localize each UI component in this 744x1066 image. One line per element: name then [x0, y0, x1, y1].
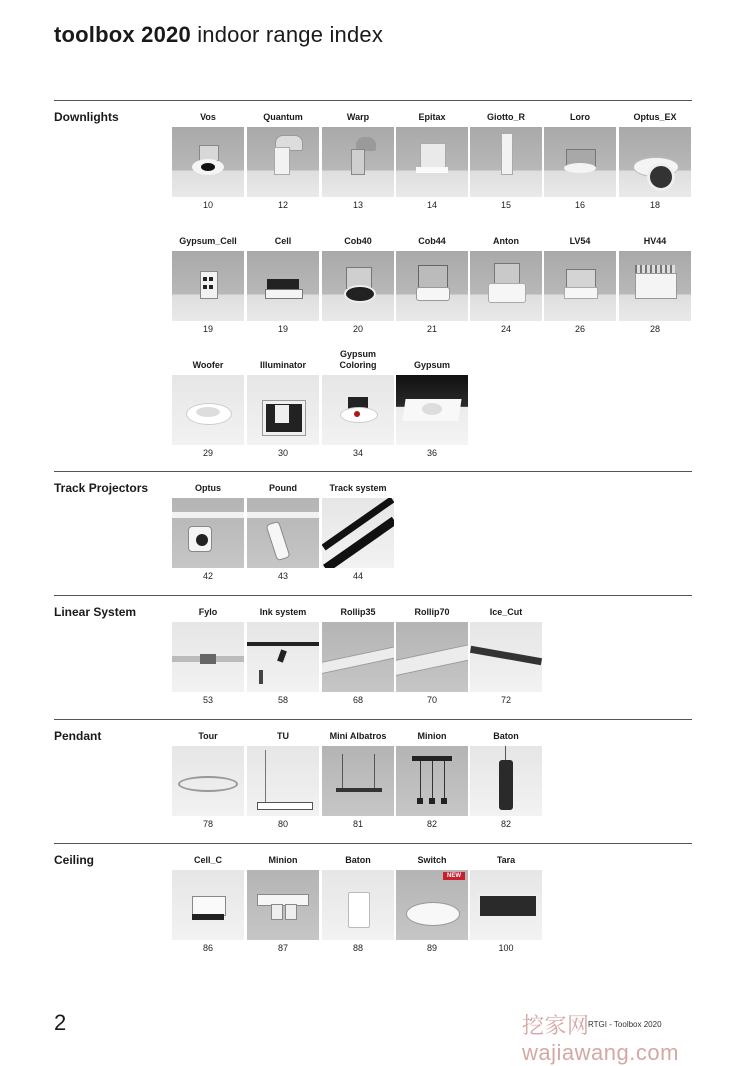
product-name: Warp [346, 112, 370, 122]
track-image [172, 498, 244, 568]
ceiling-image [172, 870, 244, 940]
pendant-image [172, 746, 244, 816]
page-number: 29 [202, 448, 213, 458]
page-number: 10 [202, 200, 213, 210]
linear-image [247, 622, 319, 692]
downlight-image [470, 251, 542, 321]
product-name: Optus [195, 483, 221, 493]
page-number: 21 [426, 324, 437, 334]
page-number: 78 [202, 819, 213, 829]
page-number: 87 [277, 943, 288, 953]
linear-image [322, 622, 394, 692]
product-name: Fylo [198, 607, 218, 617]
product-name: Minion [417, 731, 447, 741]
product-name: HV44 [643, 236, 667, 246]
product-warp[interactable] [322, 112, 394, 210]
product-name: Cell [274, 236, 292, 246]
watermark: 挖家网 wajiawang.com [522, 1013, 679, 1065]
product-name: Mini Albatros [329, 731, 387, 741]
product-name: Cob40 [344, 236, 372, 246]
product-name: Optus_EX [633, 112, 677, 122]
pendant-image [247, 746, 319, 816]
downlight-image [172, 375, 244, 445]
product-mini-albatros[interactable] [322, 731, 394, 829]
page-number: 100 [498, 943, 514, 953]
product-minion-ceiling[interactable] [247, 855, 319, 953]
linear-image [470, 622, 542, 692]
downlight-image [172, 251, 244, 321]
pendant-image [470, 746, 542, 816]
footer-text: RTGI - Toolbox 2020 [588, 1020, 662, 1029]
page-number: 82 [500, 819, 511, 829]
page-number: 82 [426, 819, 437, 829]
product-baton-ceiling[interactable] [322, 855, 394, 953]
page-number: 72 [500, 695, 511, 705]
product-name: Track system [329, 483, 387, 493]
product-name: Anton [493, 236, 519, 246]
product-giotto-r[interactable] [470, 112, 542, 210]
product-name: Woofer [192, 360, 224, 370]
product-baton-pendant[interactable] [470, 731, 542, 829]
product-name: Ice_Cut [489, 607, 523, 617]
product-fylo[interactable] [172, 607, 244, 705]
page-number: 86 [202, 943, 213, 953]
product-cob40[interactable] [322, 236, 394, 334]
product-name: Quantum [263, 112, 303, 122]
downlight-image [322, 127, 394, 197]
product-name: Giotto_R [487, 112, 525, 122]
pendant-image [322, 746, 394, 816]
page-number: 18 [649, 200, 660, 210]
product-pound[interactable] [247, 483, 319, 581]
product-vos[interactable] [172, 112, 244, 210]
page-number: 13 [352, 200, 363, 210]
page-number: 16 [574, 200, 585, 210]
product-woofer[interactable] [172, 360, 244, 458]
page-number: 19 [202, 324, 213, 334]
page-number: 30 [277, 448, 288, 458]
product-name: TU [277, 731, 289, 741]
product-cell-c[interactable] [172, 855, 244, 953]
product-gypsum[interactable] [396, 360, 468, 458]
product-cell[interactable] [247, 236, 319, 334]
product-ice-cut[interactable] [470, 607, 542, 705]
product-name: Loro [570, 112, 590, 122]
page-number: 26 [574, 324, 585, 334]
section-label: Track Projectors [54, 481, 149, 495]
product-name: Baton [345, 855, 371, 865]
downlight-image [322, 375, 394, 445]
product-name: Illuminator [259, 360, 306, 370]
product-hv44[interactable] [619, 236, 691, 334]
page-number: 42 [202, 571, 213, 581]
product-name: Cob44 [418, 236, 446, 246]
product-tara[interactable] [470, 855, 542, 953]
page-number: 88 [352, 943, 363, 953]
ceiling-image [470, 870, 542, 940]
new-badge: NEW [443, 872, 465, 880]
page-number: 68 [352, 695, 363, 705]
product-loro[interactable] [544, 112, 616, 210]
product-name: LV54 [569, 236, 591, 246]
product-illuminator[interactable] [247, 360, 319, 458]
product-gypsum-coloring[interactable] [322, 349, 394, 458]
downlight-image [247, 251, 319, 321]
product-name: Baton [493, 731, 519, 741]
product-tour[interactable] [172, 731, 244, 829]
downlight-image [396, 127, 468, 197]
downlight-image [322, 251, 394, 321]
track-image [322, 498, 394, 568]
page-number: 89 [426, 943, 437, 953]
downlight-image [396, 251, 468, 321]
product-name: Cell_C [193, 855, 222, 865]
product-name: Tara [496, 855, 516, 865]
downlight-image [470, 127, 542, 197]
page-number: 80 [277, 819, 288, 829]
product-anton[interactable] [470, 236, 542, 334]
page-number: 34 [352, 448, 363, 458]
product-name: Tour [198, 731, 218, 741]
page-number: 81 [352, 819, 363, 829]
downlight-image [619, 127, 691, 197]
ceiling-image [396, 870, 468, 940]
pendant-image [396, 746, 468, 816]
product-rollip35[interactable] [322, 607, 394, 705]
product-name: Rollip70 [414, 607, 450, 617]
product-epitax[interactable] [396, 112, 468, 210]
product-quantum[interactable] [247, 112, 319, 210]
page-number: 36 [426, 448, 437, 458]
product-name: Ink system [259, 607, 307, 617]
section-label: Downlights [54, 110, 119, 124]
downlight-image [247, 127, 319, 197]
page-number: 15 [500, 200, 511, 210]
downlight-image [172, 127, 244, 197]
product-minion-pendant[interactable] [396, 731, 468, 829]
product-name: Vos [200, 112, 216, 122]
ceiling-image [322, 870, 394, 940]
product-name: Pound [269, 483, 297, 493]
product-rollip70[interactable] [396, 607, 468, 705]
page-number: 20 [352, 324, 363, 334]
product-ink-system[interactable] [247, 607, 319, 705]
product-name: Gypsum_Cell [179, 236, 237, 246]
product-tu[interactable] [247, 731, 319, 829]
page-footer-number: 2 [54, 1010, 67, 1035]
section-label: Pendant [54, 729, 102, 743]
product-name: Gypsum Coloring [339, 349, 377, 370]
page-number: 14 [426, 200, 437, 210]
page-number: 24 [500, 324, 511, 334]
page-number: 43 [277, 571, 288, 581]
product-cob44[interactable] [396, 236, 468, 334]
page-number: 28 [649, 324, 660, 334]
page-number: 19 [277, 324, 288, 334]
product-track-system[interactable] [322, 483, 394, 581]
product-optus[interactable] [172, 483, 244, 581]
page-number: 44 [352, 571, 363, 581]
page-number: 70 [426, 695, 437, 705]
page-number: 12 [277, 200, 288, 210]
track-image [247, 498, 319, 568]
downlight-image [619, 251, 691, 321]
ceiling-image [247, 870, 319, 940]
product-gypsum-cell[interactable] [172, 236, 244, 334]
downlight-image [396, 375, 468, 445]
product-switch[interactable] [396, 855, 468, 953]
linear-image [172, 622, 244, 692]
page-number: 58 [277, 695, 288, 705]
page-title: toolbox 2020 indoor range index [54, 22, 384, 47]
section-label: Linear System [54, 605, 137, 619]
section-label: Ceiling [54, 853, 95, 867]
product-name: Minion [268, 855, 298, 865]
page-number: 53 [202, 695, 213, 705]
downlight-image [544, 127, 616, 197]
product-optus-ex[interactable] [619, 112, 691, 210]
downlight-image [544, 251, 616, 321]
product-name: Epitax [418, 112, 446, 122]
product-name: Rollip35 [340, 607, 376, 617]
product-lv54[interactable] [544, 236, 616, 334]
linear-image [396, 622, 468, 692]
product-name: Gypsum [413, 360, 450, 370]
product-name: Switch [417, 855, 447, 865]
downlight-image [247, 375, 319, 445]
